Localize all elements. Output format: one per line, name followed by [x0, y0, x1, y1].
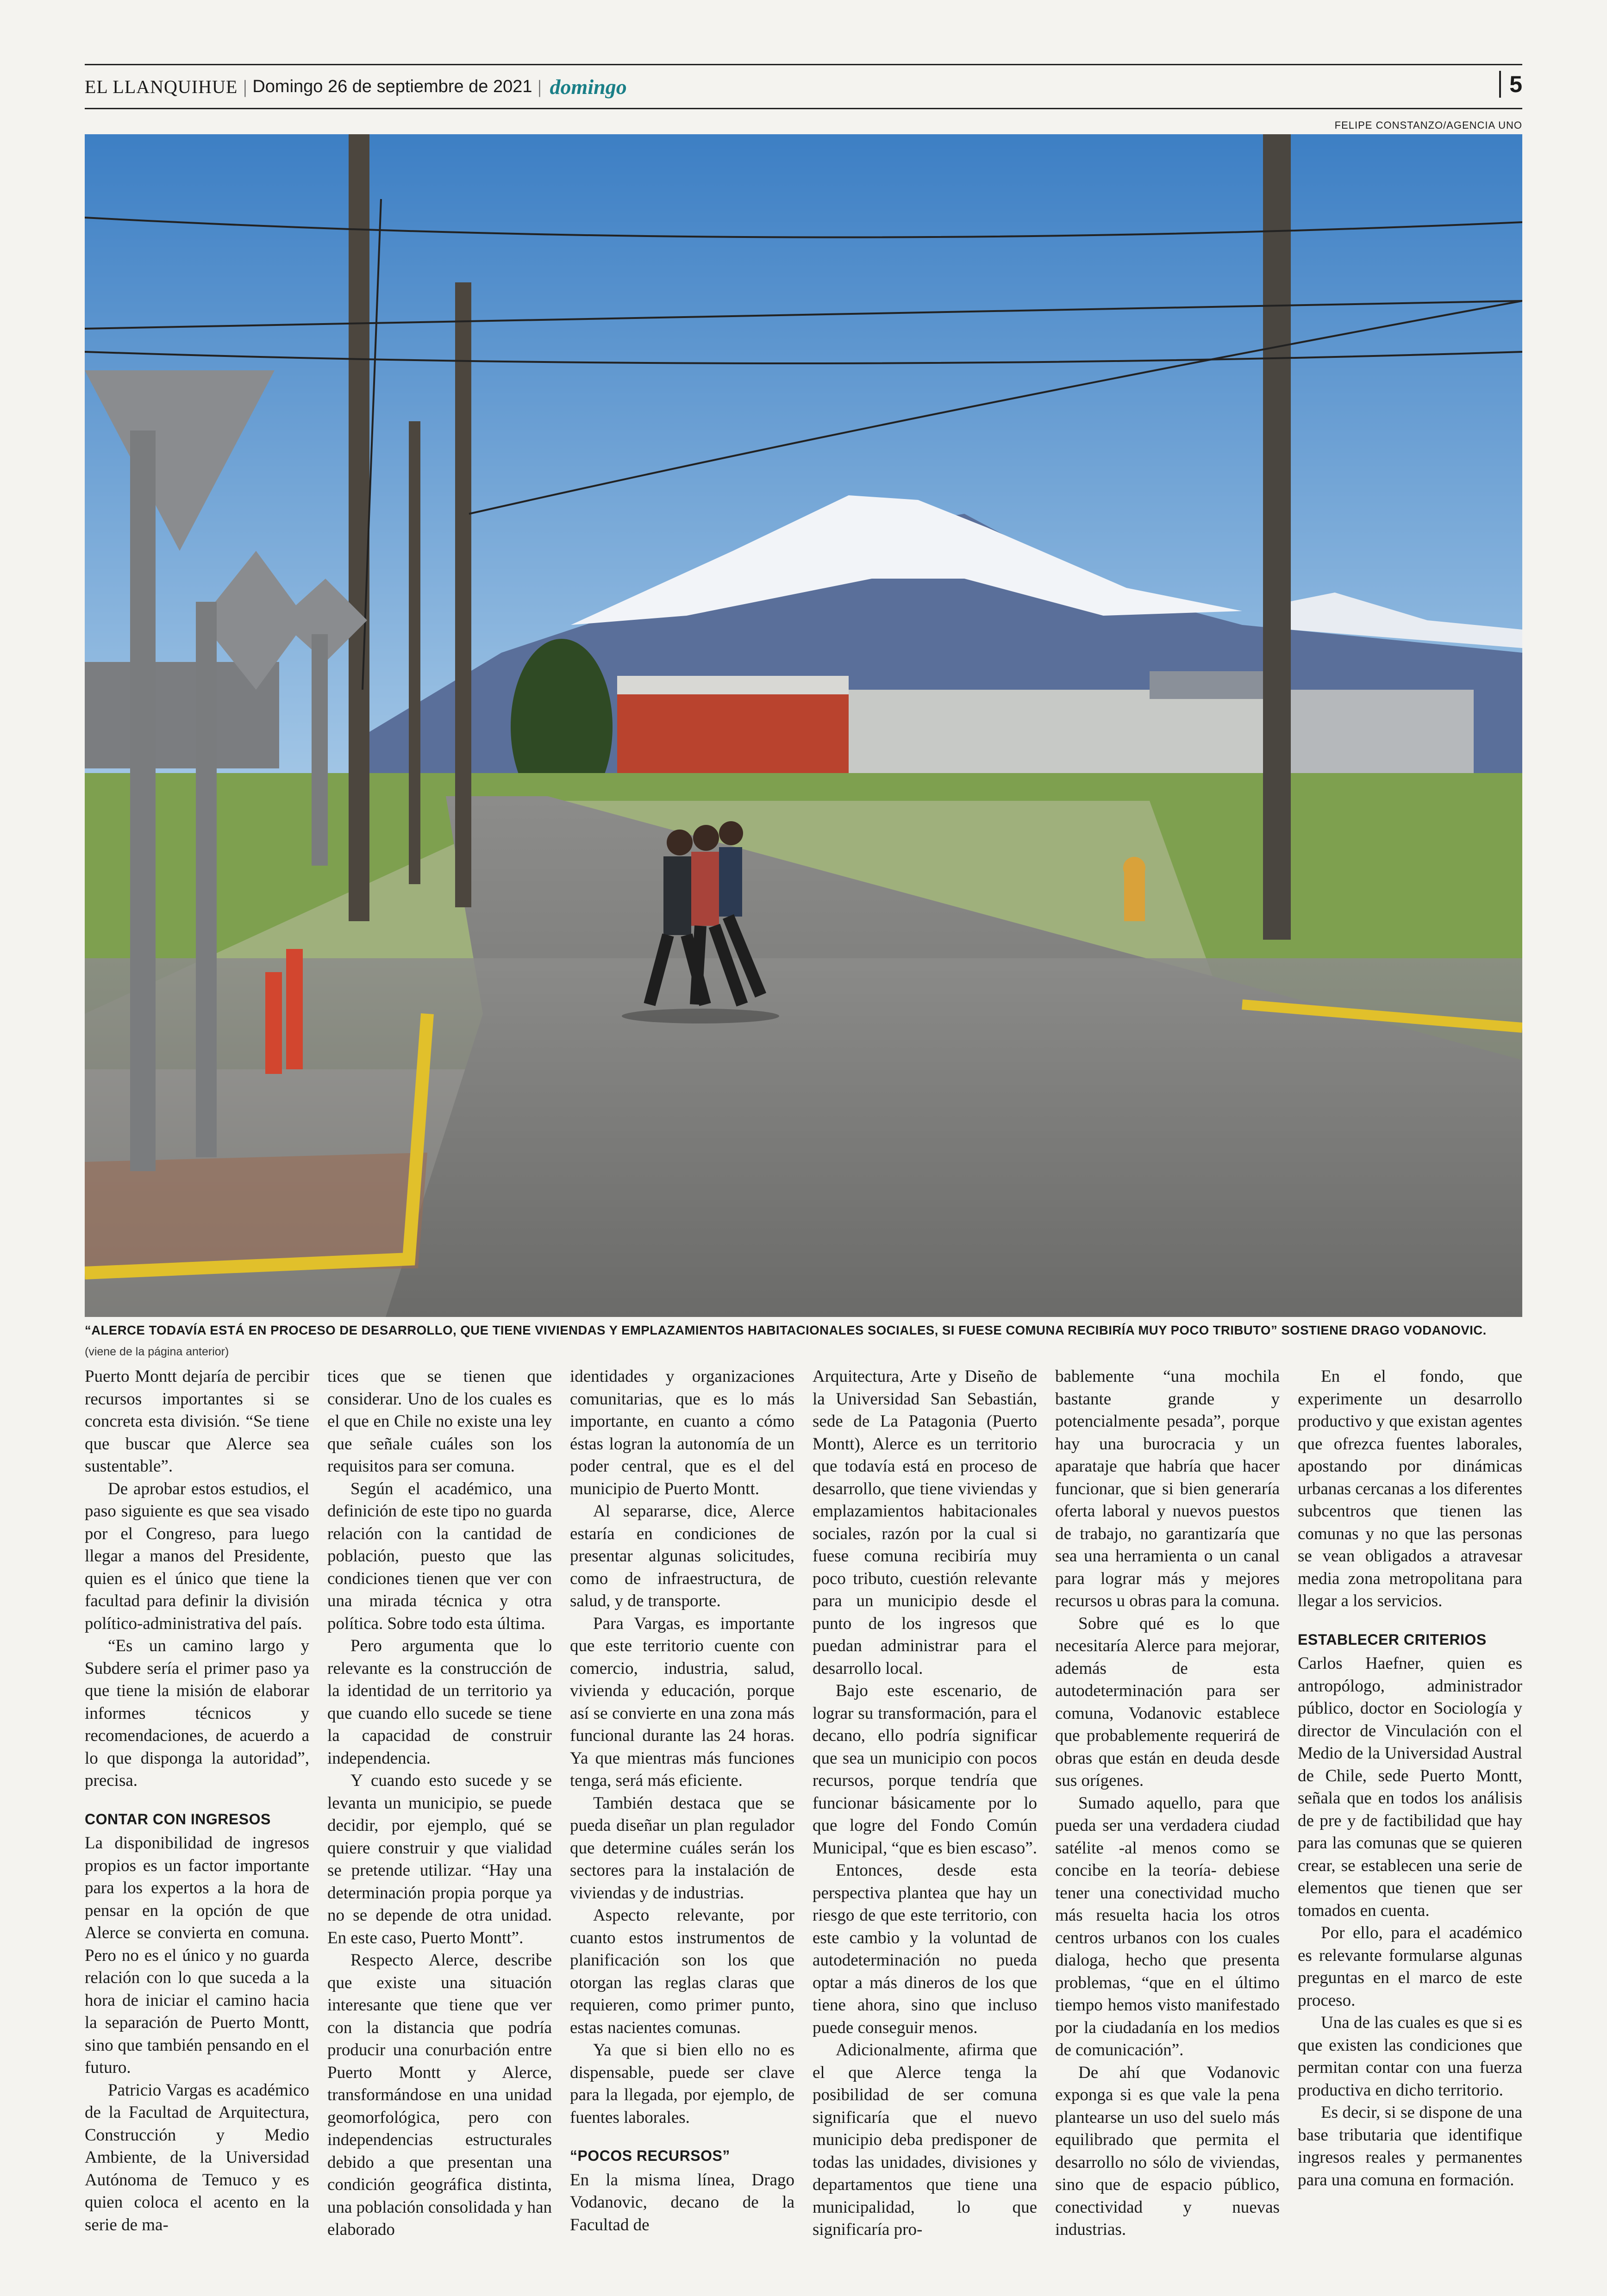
paragraph: En la misma línea, Drago Vodanovic, decano de la Facultad de [570, 2170, 794, 2234]
text-column [85, 1366, 309, 2273]
header-separator: | [538, 76, 542, 97]
text-column [1055, 1366, 1280, 2273]
publication-date: Domingo 26 de septiembre de 2021 [252, 76, 532, 96]
paragraph: Sobre qué es lo que necesitaría Alerce para mejorar, además de esta autodeterminación para ser comuna, Vodanovic establece que probablemente requerirá de obras que están en deuda desde sus orígenes. [1055, 1614, 1280, 1790]
paragraph: Carlos Haefner, quien es antropólogo, administrador público, doctor en Sociología y director de Vinculación con el Medio de la Universidad Austral de Chile, sede Puerto Montt, señala que en todos los análisis de pre y de factibilidad que hay para las comunas que se quieren crear, se establecen una serie de elementos que tienen que ser tomados en cuenta. [1298, 1654, 1522, 1920]
paragraph: De aprobar estos estudios, el paso siguiente es que sea visado por el Congreso, para luego llegar a manos del Presidente, quien es el único que tiene la facultad para definir la división político-administrativa del país. [85, 1479, 309, 1633]
text-column [327, 1366, 552, 2273]
subheading: “POCOS RECURSOS” [570, 2147, 730, 2164]
paragraph: Ya que si bien ello no es dispensable, puede ser clave para la llegada, por ejemplo, de fuentes laborales. [570, 2040, 794, 2127]
hydrant [1123, 857, 1145, 921]
paragraph: Respecto Alerce, describe que existe una situación interesante que tiene que ver con la distancia que podría producir una conurbación entre Puerto Montt y Alerce, transformándose en una unidad geomorfológica, pero con independencias estructurales debido a que presentan una condición geográfica distinta, una población consolidada y han elaborado [327, 1951, 552, 2239]
paragraph: tices que se tienen que considerar. Uno de los cuales es el que en Chile no existe una ley que señale cuáles son los requisitos para ser comuna. [327, 1367, 552, 1476]
paragraph: Entonces, desde esta perspectiva plantea que hay un riesgo de que este territorio, con este cambio y la voluntad de autodeterminación no pueda optar a más dineros de los que tiene ahora, sino que incluso puede conseguir menos. [813, 1861, 1037, 2037]
subheading: CONTAR CON INGRESOS [85, 1810, 271, 1828]
paragraph: Es decir, si se dispone de una base tributaria que identifique ingresos reales y permanentes para una comuna en formación. [1298, 2103, 1522, 2190]
article-body [85, 1366, 1522, 2273]
paragraph: De ahí que Vodanovic exponga si es que vale la pena plantearse un uso del suelo más equilibrado que permita el desarrollo no sólo de viviendas, sino que de espacio público, conectividad y nuevas industrias. [1055, 2063, 1280, 2239]
header-separator: | [243, 76, 247, 97]
paragraph: Y cuando esto sucede y se levanta un municipio, se puede decidir, por ejemplo, qué se quiere construir y que vialidad se pretende utilizar. “Hay una determinación propia porque ya no se depende de otra unidad. En este caso, Puerto Montt”. [327, 1771, 552, 1947]
page-number: 5 [1499, 71, 1522, 98]
paragraph: Puerto Montt dejaría de percibir recursos importantes si se concreta esta división. “Se tiene que buscar que Alerce sea sustentable”. [85, 1367, 309, 1476]
paragraph: bablemente “una mochila bastante grande y potencialmente pesada”, porque hay una burocracia y un aparataje que habría que hacer funcionar, que si bien generaría oferta laboral y nuevos puestos de trabajo, no garantizaría que sea una herramienta o un canal para lograr más y mejores recursos u obras para la comuna. [1055, 1367, 1280, 1610]
section-name: domingo [550, 75, 627, 99]
subheading: ESTABLECER CRITERIOS [1298, 1631, 1487, 1648]
paragraph: Para Vargas, es importante que este territorio cuente con comercio, industria, salud, vivienda y educación, porque así se convierte en una zona más funcional durante las 24 horas. Ya que mientras más funciones tenga, será más eficiente. [570, 1614, 794, 1790]
text-column [1298, 1366, 1522, 2273]
paragraph: En el fondo, que experimente un desarrollo productivo y que existan agentes que ofrezca fuentes laborales, apostando por dinámicas urbanas cercanas a los diferentes subcentros que tienen las comunas y no que las personas se vean obligados a atravesar media zona metropolitana para llegar a los servicios. [1298, 1367, 1522, 1610]
newspaper-masthead: EL LLANQUIHUE [85, 76, 238, 97]
paragraph: Aspecto relevante, por cuanto estos instrumentos de planificación son los que otorgan las reglas claras que requieren, como primer punto, estas nacientes comunas. [570, 1906, 794, 2037]
paragraph: Sumado aquello, para que pueda ser una verdadera ciudad satélite -al menos como se concibe en la teoría- debiese tener una conectividad mucho más resuelta hacia los otros centros urbanos con los cuales dialoga, hecho que presenta problemas, “que en el último tiempo hemos visto manifestado por la ciudadanía en los medios de comunicación”. [1055, 1793, 1280, 2059]
paragraph: Por ello, para el académico es relevante formularse algunas preguntas en el marco de este proceso. [1298, 1923, 1522, 2010]
paragraph: Adicionalmente, afirma que el que Alerce tenga la posibilidad de ser comuna significaría que el nuevo municipio deba predisponer de todas las unidades, divisiones y departamentos que tiene una municipalidad, lo que significaría pro- [813, 2040, 1037, 2239]
paragraph: Bajo este escenario, de lograr su transformación, para el decano, ello podría significar que sea un municipio con pocos recursos, porque tendría que funcionar básicamente por lo que logre del Fondo Común Municipal, “que es bien escaso”. [813, 1681, 1037, 1858]
paragraph: “Es un camino largo y Subdere sería el primer paso ya que tiene la misión de elaborar informes técnicos y recomendaciones, de acuerdo a lo que disponga la autoridad”, precisa. [85, 1636, 309, 1790]
text-column [813, 1366, 1037, 2273]
paragraph: También destaca que se pueda diseñar un plan regulador que determine cuáles serán los sectores para la instalación de viviendas y de industrias. [570, 1793, 794, 1903]
photo-caption: “ALERCE TODAVÍA ESTÁ EN PROCESO DE DESARROLLO, QUE TIENE VIVIENDAS Y EMPLAZAMIENTOS HABITACIONALES SOCIALES, SI FUESE COMUNA RECIBIRÍA MUY POCO TRIBUTO” SOSTIENE DRAGO VODANOVIC. [85, 1323, 1487, 1337]
continued-note: (viene de la página anterior) [85, 1345, 229, 1358]
paragraph: Arquitectura, Arte y Diseño de la Universidad San Sebastián, sede de La Patagonia (Puerto Montt), Alerce es un territorio que todavía está en proceso de desarrollo, que tiene viviendas y emplazamientos habitacionales sociales, razón por la cual si fuese comuna recibiría muy poco tributo, cuestión relevante para un municipio desde el punto de los ingresos que puedan administrar para el desarrollo local. [813, 1367, 1037, 1678]
street-volcano-photo [85, 134, 1522, 1317]
paragraph: Una de las cuales es que si es que existen las condiciones que permitan contar con una fuerza productiva en dicho territorio. [1298, 2013, 1522, 2100]
paragraph: Al separarse, dice, Alerce estaría en condiciones de presentar algunas solicitudes, como de infraestructura, de salud, y de transporte. [570, 1502, 794, 1610]
paragraph: Patricio Vargas es académico de la Facultad de Arquitectura, Construcción y Medio Ambiente, de la Universidad Autónoma de Temuco y es quien coloca el acento en la serie de ma- [85, 2080, 309, 2234]
paragraph: Pero argumenta que lo relevante es la construcción de la identidad de un territorio ya que cuando ello sucede se tiene la capacidad de construir independencia. [327, 1636, 552, 1768]
photo-credit: FELIPE CONSTANZO/AGENCIA UNO [1334, 119, 1522, 131]
paragraph: identidades y organizaciones comunitarias, que es lo más importante, en cuanto a cómo éstas logran la autonomía de un poder central, que es el del municipio de Puerto Montt. [570, 1367, 794, 1498]
text-column [570, 1366, 794, 2273]
paragraph: La disponibilidad de ingresos propios es un factor importante para los expertos a la hora de pensar en la opción de que Alerce se convierta en comuna. Pero no es el único y no guarda relación con lo que suceda a la hora de iniciar el camino hacia la separación de Puerto Montt, sino que también pensando en el futuro. [85, 1834, 309, 2077]
paragraph: Según el académico, una definición de este tipo no guarda relación con la cantidad de población, puesto que las condiciones tienen que ver con una mirada técnica y otra política. Sobre todo esta última. [327, 1479, 552, 1633]
page-header [85, 64, 1522, 109]
